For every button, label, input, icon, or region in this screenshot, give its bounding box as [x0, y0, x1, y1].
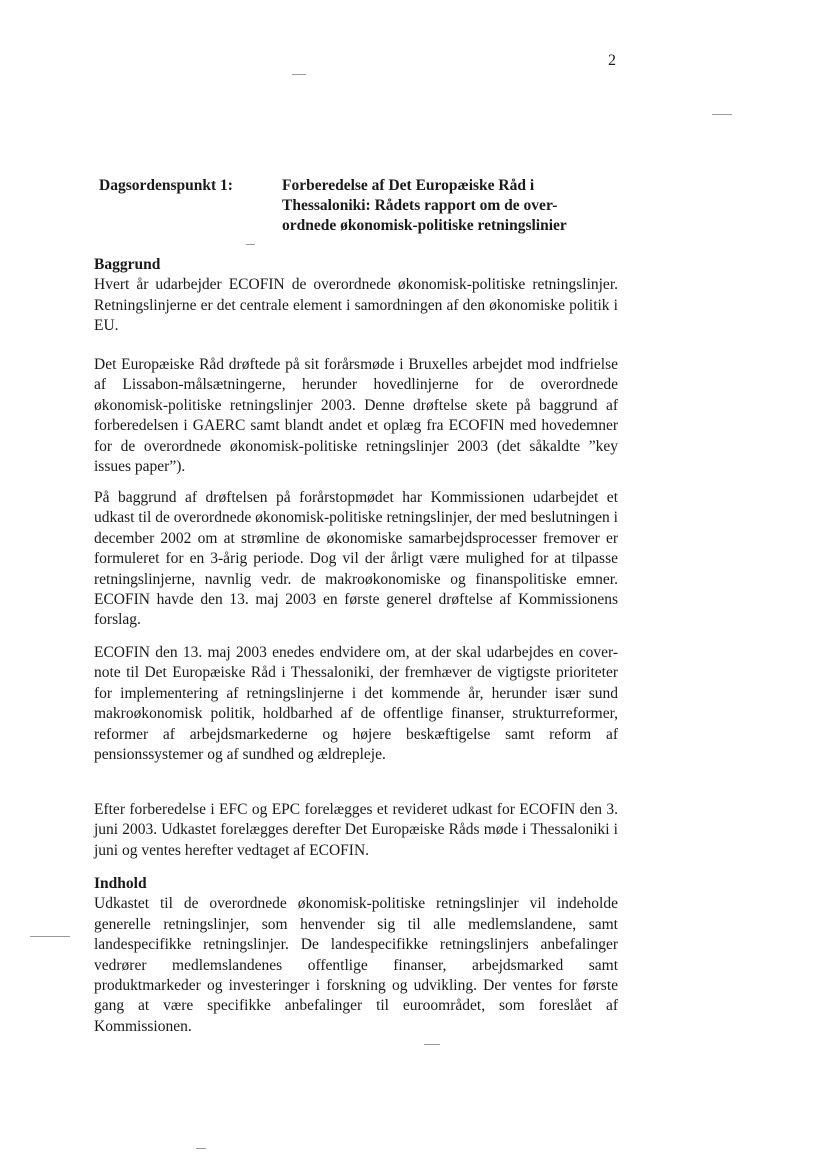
paragraph-block: [94, 488, 618, 631]
paragraph: Udkastet til de overordnede økonomisk-politiske retningslinjer vil indeholde generelle retningslinjer, som henvender sig til alle medlemslandene, samt landespecifikke retningslinjer. De landespecifikke retningslinjers anbefalinger vedrører medlemslandenes offentlige finanser, arbejdsmarked samt produktmarkeder og investeringer i forskning og udvikling. Der ventes for første gang at være specifikke anbefalinger til euroområdet, som foreslået af Kommissionen.: [94, 895, 618, 1035]
page-number: 2: [608, 52, 616, 69]
scan-speck: [424, 1044, 440, 1045]
section-heading: Baggrund: [94, 256, 161, 273]
scan-speck: [196, 1148, 206, 1149]
scan-speck: [712, 114, 732, 115]
paragraph-block: [94, 355, 618, 477]
paragraph: På baggrund af drøftelsen på forårstopmødet har Kommissionen udarbejdet et udkast til de overordnede økonomisk-politiske retningslinjer, der med beslutningen i december 2002 om at strømline de økonomiske samarbejdsprocesser fremover er formuleret for en 3-årig periode. Dog vil der årligt være mulighed for at tilpasse retningslinjerne, navnlig vedr. de makroøkonomiske og finanspolitiske emner. ECOFIN havde den 13. maj 2003 en første generel drøftelse af Kommissionens forslag.: [94, 489, 618, 629]
scan-speck: [246, 244, 255, 245]
paragraph-block: [94, 643, 618, 765]
agenda-title-line: ordnede økonomisk-politiske retningslinier: [282, 217, 567, 234]
section-heading: Indhold: [94, 875, 147, 892]
paragraph-block: [94, 800, 618, 861]
section-indhold: [94, 874, 618, 1037]
paragraph: Hvert år udarbejder ECOFIN de overordnede økonomisk-politiske retningslinjer. Retningslinjerne er det centrale element i samordningen af den økonomiske politik i EU.: [94, 276, 618, 335]
agenda-title-line: Thessaloniki: Rådets rapport om de over-: [282, 197, 558, 214]
paragraph: Efter forberedelse i EFC og EPC forelægges et revideret udkast for ECOFIN den 3. juni 2003. Udkastet forelægges derefter Det Europæiske Råds møde i Thessaloniki i juni og ventes herefter vedtaget af ECOFIN.: [94, 801, 618, 859]
agenda-title-line: Forberedelse af Det Europæiske Råd i: [282, 177, 535, 194]
agenda-label: Dagsordenspunkt 1:: [99, 177, 233, 194]
paragraph: ECOFIN den 13. maj 2003 enedes endvidere om, at der skal udarbejdes en cover-note til Det Europæiske Råd i Thessaloniki, der fremhæver de vigtigste prioriteter for implementering af retningslinjerne i det kommende år, herunder især sund makroøkonomisk politik, holdbarhed af de offentlige finanser, strukturreformer, reformer af arbejdsmarkederne og højere beskæftigelse samt reform af pensionssystemer og af sundhed og ældrepleje.: [94, 644, 618, 764]
agenda-title: [282, 176, 627, 236]
scan-speck: [30, 936, 70, 937]
paragraph: Det Europæiske Råd drøftede på sit forårsmøde i Bruxelles arbejdet mod indfrielse af Lissabon-målsætningerne, herunder hovedlinjerne for de overordnede økonomisk-politiske retningslinjer 2003. Denne drøftelse skete på baggrund af forberedelsen i GAERC samt blandt andet et oplæg fra ECOFIN med hovedemner for de overordnede økonomisk-politiske retningslinjer 2003 (det såkaldte ”key issues paper”).: [94, 356, 618, 476]
section-baggrund: [94, 255, 618, 337]
scan-speck: [292, 74, 306, 75]
